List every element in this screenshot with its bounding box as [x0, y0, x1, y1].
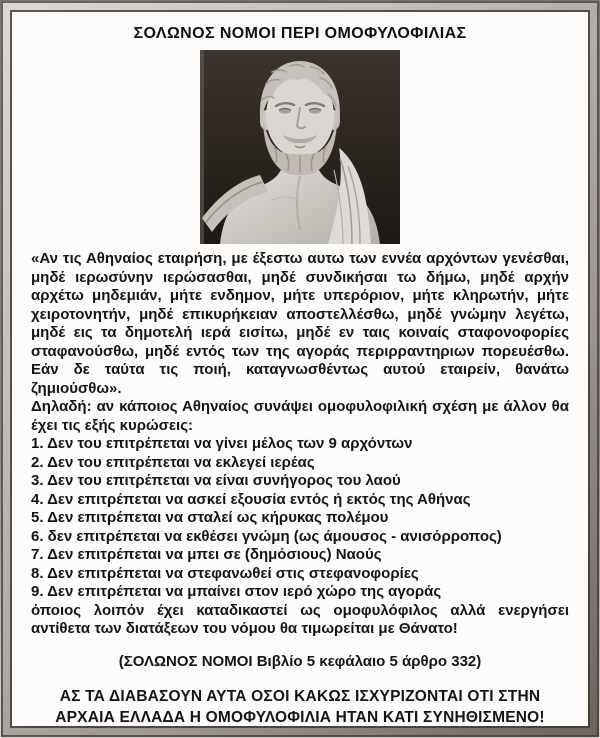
footer-line-2: ΑΡΧΑΙΑ ΕΛΛΑΔΑ Η ΟΜΟΦΥΛΟΦΙΛΙΑ ΗΤΑΝ ΚΑΤΙ ΣΥΝΗΘΙΣΜΕΝΟ!	[55, 709, 545, 726]
sanction-item: 7. Δεν επιτρέπεται να μπει σε (δημόσιους) Ναούς	[31, 546, 382, 563]
page-title: ΣΟΛΩΝΟΣ ΝΟΜΟΙ ΠΕΡΙ ΟΜΟΦΥΛΟΦΙΛΙΑΣ	[133, 25, 467, 42]
sanction-item: 3. Δεν του επιτρέπεται να είναι συνήγορος του λαού	[31, 472, 401, 489]
footer-line-1: ΑΣ ΤΑ ΔΙΑΒΑΣΟΥΝ ΑΥΤΑ ΟΣΟΙ ΚΑΚΩΣ ΙΣΧΥΡΙΖΟΝΤΑΙ ΟΤΙ ΣΤΗΝ	[59, 688, 541, 705]
explanation-intro: Δηλαδή: αν κάποιος Αθηναίος συνάψει ομοφυλοφιλική σχέση με άλλον θα έχει τις εξής κυρώσεις:	[31, 398, 569, 434]
body-text	[31, 250, 569, 728]
sanction-item: 6. δεν επιτρέπεται να εκθέσει γνώμη (ως άμουσος - ανισόρροπος)	[31, 527, 502, 545]
citation: (ΣΟΛΩΝΟΣ ΝΟΜΟΙ Βιβλίο 5 κεφάλαιο 5 άρθρο 332)	[118, 652, 482, 670]
sanction-item: 8. Δεν επιτρέπεται να στεφανωθεί στις στεφανοφορίες	[31, 564, 419, 582]
poster-content	[12, 12, 588, 726]
conclusion: όποιος λοιπόν έχει καταδικαστεί ως ομοφυλόφιλος αλλά ενεργήσει αντίθετα των διατάξεων του νόμου θα τιμωρείται με Θάνατο!	[31, 601, 569, 637]
sanction-item: 5. Δεν επιτρέπεται να σταλεί ως κήρυκας πολέμου	[31, 509, 389, 526]
sanction-item: 1. Δεν του επιτρέπεται να γίνει μέλος των 9 αρχόντων	[31, 435, 413, 452]
sanction-item: 9. Δεν επιτρέπεται να μπαίνει στον ιερό χώρο της αγοράς	[31, 583, 442, 600]
solon-bust-svg	[200, 50, 400, 244]
footer-statement	[31, 686, 569, 728]
law-quote: «Αν τις Αθηναίος εταιρήση, με έξεστω αυτω των εννέα αρχόντων γενέσθαι, μηδέ ιερωσύνην ιερώσασθαι, μηδέ συνδικήσαι τω δήμω, μηδέ αρχήν αρχέτω μηδεμιάν, μήτε ενδημον, μήτε υπερόριον, μήτε κληρωτήν, μήτε χειροτονητήν, μηδέ επικυρήκειαν αποστελλέσθω, μηδέ γνώμην λεγέτω, μηδέ εις τα δημοτελή ιερά εισίτω, μηδέ εν ταις κοιναίς σταφονοφορίες σταφανούσθω, μηδέ εντός των της αγοράς περιρραντηριων πορευέσθω. Εάν δε ταύτα τις ποιή, καταγνωσθέντως αυτού εταιρείν, θανάτω ζημιούσθω».	[31, 250, 569, 397]
sanction-item: 4. Δεν επιτρέπεται να ασκεί εξουσία εντός ή εκτός της Αθήνας	[31, 490, 471, 508]
sanctions-list	[31, 435, 569, 602]
sanction-item: 2. Δεν του επιτρέπεται να εκλεγεί ιερέας	[31, 453, 315, 471]
solon-bust-image	[200, 50, 400, 244]
